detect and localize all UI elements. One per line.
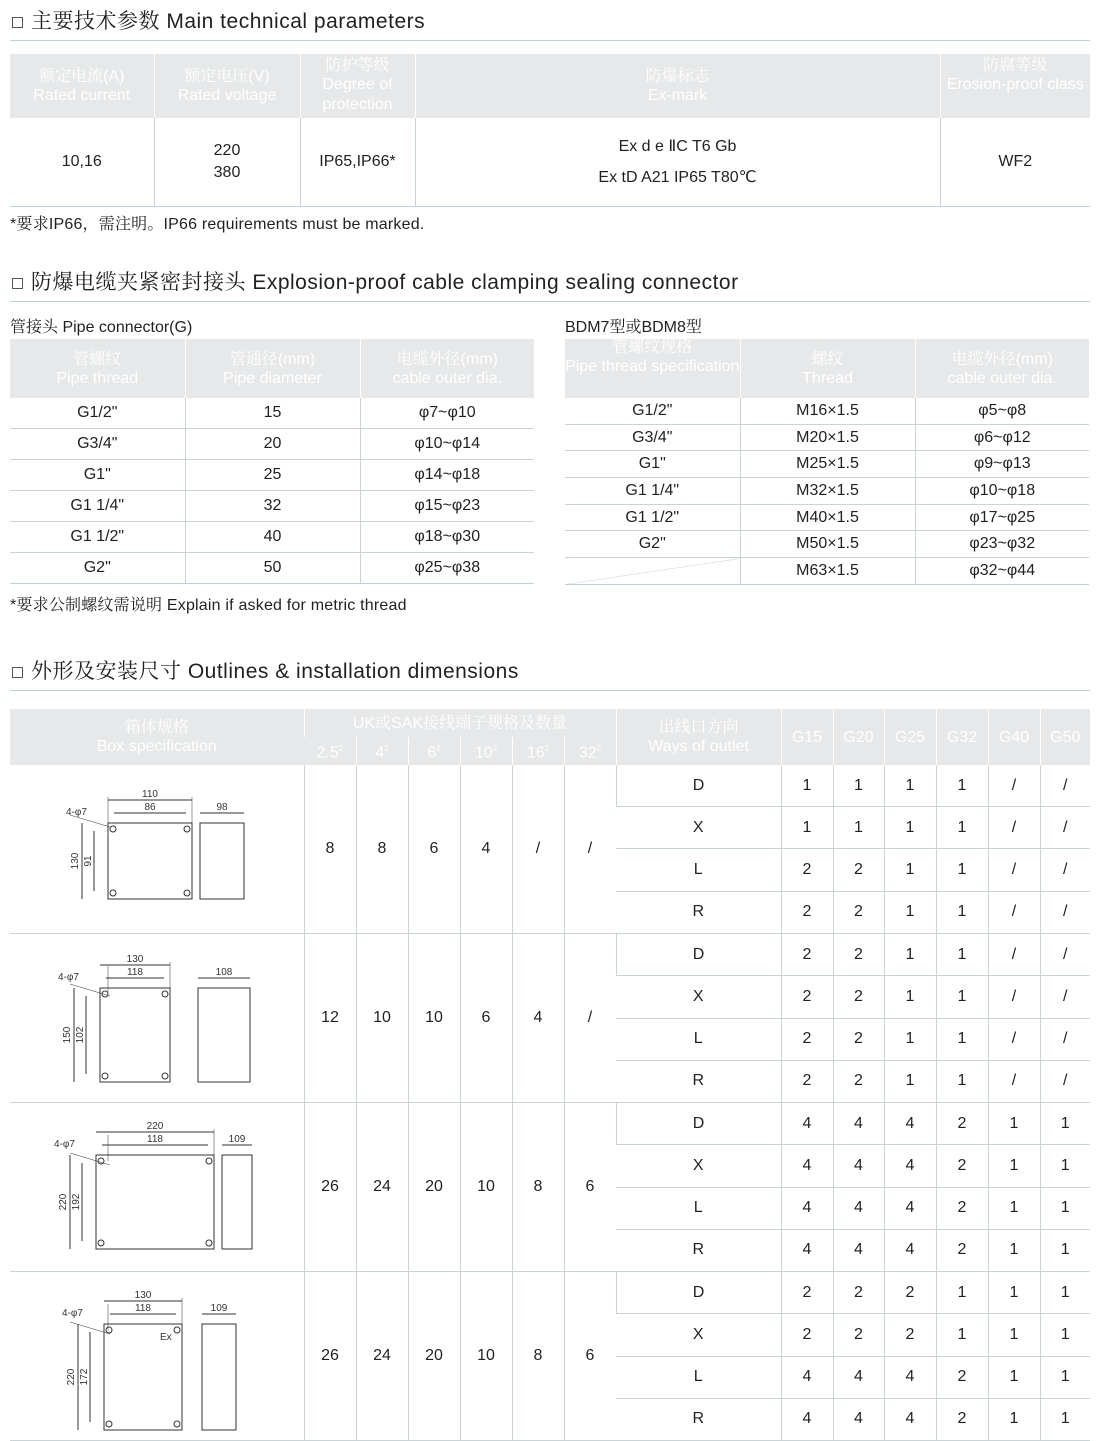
gland-count: 1 [936, 1060, 988, 1102]
outlet-row [10, 1103, 1090, 1145]
dim-width-inner: 118 [135, 1303, 151, 1314]
table-cell: M16×1.5 [740, 398, 915, 424]
gland-count: 1 [988, 1229, 1040, 1271]
gland-count: 4 [781, 1229, 833, 1271]
gland-count: 1 [1040, 1229, 1090, 1271]
dim-width-outer: 130 [134, 1290, 152, 1301]
gland-count: / [988, 765, 1040, 807]
terminal-count: 8 [356, 765, 408, 934]
outlet-row [10, 765, 1090, 807]
table-row [565, 558, 1089, 585]
table-row [10, 460, 534, 491]
dim-width-inner: 118 [147, 1134, 163, 1145]
header-terminal: UK或SAK接线端子规格及数量 [304, 709, 616, 737]
gland-count: 2 [936, 1103, 988, 1145]
gland-count: / [988, 1060, 1040, 1102]
header-pipe-thread: 管螺纹 Pipe thread [10, 339, 185, 398]
cell-protection: IP65,IP66* [300, 118, 415, 206]
table-cell: φ5~φ8 [915, 398, 1089, 424]
square-bullet-icon [12, 667, 23, 678]
dim-width-inner: 118 [127, 967, 143, 978]
box-drawing-cell [10, 934, 304, 1103]
gland-count: 4 [884, 1145, 936, 1187]
gland-count: 1 [988, 1187, 1040, 1229]
dim-holes: 4-φ7 [66, 807, 87, 818]
section3-title-text: 外形及安装尺寸 Outlines & installation dimensions [31, 660, 519, 683]
gland-count: 4 [781, 1103, 833, 1145]
terminal-count: 10 [356, 934, 408, 1103]
gland-count: 2 [833, 1060, 884, 1102]
header-thread-spec: 管螺纹规格 Pipe thread specification [565, 339, 740, 398]
gland-count: / [1040, 849, 1090, 891]
table-cell: φ14~φ18 [360, 460, 534, 491]
gland-count: 2 [936, 1229, 988, 1271]
table-cell: G1 1/2" [10, 522, 185, 553]
gland-count: 1 [1040, 1356, 1090, 1398]
table-cell: M50×1.5 [740, 531, 915, 558]
table-cell: φ17~φ25 [915, 504, 1089, 531]
table-cell: G1 1/2" [565, 504, 740, 531]
gland-count: 4 [833, 1398, 884, 1440]
gland-count: 1 [884, 1018, 936, 1060]
terminal-count: 10 [460, 1272, 512, 1441]
outlet-direction: D [616, 765, 781, 807]
gland-count: / [1040, 765, 1090, 807]
gland-count: 4 [884, 1229, 936, 1271]
box-outline-drawing [10, 934, 304, 1097]
terminal-count: 24 [356, 1272, 408, 1441]
terminal-count: 6 [460, 934, 512, 1103]
header-degree-of-protection: 防护等级 Degree of protection [300, 54, 415, 118]
outlet-direction: X [616, 976, 781, 1018]
table-row [10, 491, 534, 522]
gland-count: 1 [936, 891, 988, 933]
terminal-count: 8 [512, 1272, 564, 1441]
header-terminal-size: $6^2$ [408, 737, 460, 765]
gland-count: 2 [936, 1356, 988, 1398]
divider [10, 40, 1090, 41]
gland-count: 4 [833, 1356, 884, 1398]
table-cell: 40 [185, 522, 360, 553]
gland-count: 2 [833, 1272, 884, 1314]
header-cable-outer-dia: 电缆外径(mm) cable outer dia. [360, 339, 534, 398]
ex-mark: Ex [160, 1332, 172, 1343]
outlet-direction: R [616, 1398, 781, 1440]
terminal-count: 10 [460, 1103, 512, 1272]
gland-count: 2 [781, 976, 833, 1018]
table-cell: G3/4" [10, 429, 185, 460]
gland-count: / [1040, 891, 1090, 933]
header-pipe-diameter: 管通径(mm) Pipe diameter [185, 339, 360, 398]
dim-width-outer: 130 [126, 954, 144, 965]
gland-count: 1 [1040, 1187, 1090, 1229]
table-cell: M40×1.5 [740, 504, 915, 531]
terminal-count: / [564, 765, 616, 934]
gland-count: 1 [884, 807, 936, 849]
terminal-count: 20 [408, 1103, 460, 1272]
dim-width-outer: 220 [146, 1121, 164, 1132]
gland-count: 1 [1040, 1103, 1090, 1145]
cell-erosion: WF2 [940, 118, 1090, 206]
dim-height-inner: 192 [71, 1193, 82, 1211]
gland-count: 2 [781, 891, 833, 933]
header-ex-mark: 防爆标志 Ex-mark [415, 54, 940, 118]
table-cell: φ25~φ38 [360, 553, 534, 584]
terminal-count: 26 [304, 1272, 356, 1441]
gland-count: / [988, 1018, 1040, 1060]
header-terminal-size: $2.5^2$ [304, 737, 356, 765]
box-outline-drawing [10, 765, 304, 928]
outlet-direction: L [616, 1356, 781, 1398]
box-outline-drawing [10, 1272, 304, 1435]
table-cell: φ18~φ30 [360, 522, 534, 553]
gland-count: 1 [884, 934, 936, 976]
gland-count: / [1040, 1018, 1090, 1060]
gland-count: / [988, 976, 1040, 1018]
gland-count: 1 [936, 1314, 988, 1356]
dim-height-inner: 91 [83, 855, 94, 867]
terminal-count: 24 [356, 1103, 408, 1272]
gland-count: 2 [781, 1018, 833, 1060]
square-bullet-icon [12, 278, 23, 289]
outlet-direction: L [616, 849, 781, 891]
divider [10, 690, 1090, 691]
gland-count: 2 [833, 1018, 884, 1060]
table-row [10, 553, 534, 584]
table-row [10, 429, 534, 460]
header-cable-outer-dia: 电缆外径(mm) cable outer dia. [915, 339, 1089, 398]
gland-count: / [988, 849, 1040, 891]
table-row [565, 451, 1089, 478]
main-params-table [10, 54, 1090, 207]
box-drawing-cell [10, 765, 304, 934]
section1-title-text: 主要技术参数 Main technical parameters [31, 10, 426, 33]
gland-count: 1 [988, 1145, 1040, 1187]
outline-dimensions-table [10, 709, 1090, 1441]
header-ways-of-outlet: 出线口方向 Ways of outlet [616, 709, 781, 765]
gland-count: 2 [884, 1272, 936, 1314]
section1-title [10, 4, 1090, 36]
header-terminal-size: $16^2$ [512, 737, 564, 765]
gland-count: 1 [833, 807, 884, 849]
terminal-count: 6 [408, 765, 460, 934]
terminal-count: 6 [564, 1103, 616, 1272]
gland-count: 2 [781, 934, 833, 976]
outlet-direction: R [616, 891, 781, 933]
gland-count: 1 [884, 765, 936, 807]
outlet-direction: D [616, 1272, 781, 1314]
table-cell: M32×1.5 [740, 478, 915, 505]
table-row [10, 398, 534, 429]
box-drawing-cell [10, 1103, 304, 1272]
header-thread: 螺纹 Thread [740, 339, 915, 398]
square-bullet-icon [12, 17, 23, 28]
gland-count: 4 [833, 1229, 884, 1271]
note-ip66: *要求IP66，需注明。IP66 requirements must be marked. [10, 216, 425, 233]
table-cell: G1" [565, 451, 740, 478]
table-cell: G1 1/4" [10, 491, 185, 522]
header-rated-voltage: 额定电压(V) Rated voltage [154, 54, 300, 118]
gland-count: 4 [781, 1145, 833, 1187]
dim-width-inner: 86 [144, 802, 156, 813]
gland-count: 1 [988, 1398, 1040, 1440]
gland-count: 2 [781, 1060, 833, 1102]
table-row [565, 504, 1089, 531]
table-row [565, 531, 1089, 558]
header-g20: G20 [833, 709, 884, 765]
gland-count: 2 [781, 1314, 833, 1356]
gland-count: 1 [1040, 1398, 1090, 1440]
gland-count: 1 [884, 891, 936, 933]
gland-count: 2 [781, 1272, 833, 1314]
pipe-connector-table [10, 339, 534, 584]
dim-height-outer: 150 [62, 1026, 73, 1044]
header-g50: G50 [1040, 709, 1090, 765]
table-cell: φ15~φ23 [360, 491, 534, 522]
table-cell: M25×1.5 [740, 451, 915, 478]
gland-count: 2 [833, 849, 884, 891]
table-cell: 50 [185, 553, 360, 584]
section2-title [10, 265, 1090, 297]
dim-height-inner: 172 [79, 1368, 90, 1386]
gland-count: 1 [1040, 1145, 1090, 1187]
table-row [10, 522, 534, 553]
gland-count: 2 [833, 891, 884, 933]
gland-count: 2 [936, 1187, 988, 1229]
header-erosion-proof: 防腐等级 Erosion-proof class [940, 54, 1090, 118]
terminal-count: 4 [512, 934, 564, 1103]
terminal-count: 4 [460, 765, 512, 934]
outlet-direction: L [616, 1187, 781, 1229]
gland-count: 2 [884, 1314, 936, 1356]
table-cell: 32 [185, 491, 360, 522]
gland-count: 4 [781, 1356, 833, 1398]
dim-holes: 4-φ7 [62, 1308, 83, 1319]
table-cell: 20 [185, 429, 360, 460]
table-cell: G1/2" [10, 398, 185, 429]
table-cell: 15 [185, 398, 360, 429]
table-cell: 25 [185, 460, 360, 491]
dim-holes: 4-φ7 [58, 972, 79, 983]
outlet-direction: X [616, 1314, 781, 1356]
table-row [565, 424, 1089, 451]
dim-height-inner: 102 [75, 1026, 86, 1044]
header-terminal-size: $4^2$ [356, 737, 408, 765]
gland-count: 2 [833, 976, 884, 1018]
header-g40: G40 [988, 709, 1040, 765]
dim-width-outer: 110 [142, 789, 158, 800]
table-cell: φ10~φ18 [915, 478, 1089, 505]
outlet-direction: D [616, 934, 781, 976]
table-cell: M20×1.5 [740, 424, 915, 451]
cell-voltage: 220 380 [154, 118, 300, 206]
header-terminal-size: $10^2$ [460, 737, 512, 765]
dim-height-outer: 220 [58, 1193, 69, 1211]
terminal-count: 12 [304, 934, 356, 1103]
gland-count: / [988, 807, 1040, 849]
terminal-count: 20 [408, 1272, 460, 1441]
gland-count: 4 [781, 1398, 833, 1440]
cell-current: 10,16 [10, 118, 154, 206]
gland-count: 4 [884, 1187, 936, 1229]
gland-count: 4 [833, 1187, 884, 1229]
outlet-direction: R [616, 1229, 781, 1271]
note-metric-thread: *要求公制螺纹需说明 Explain if asked for metric thread [10, 597, 407, 614]
table-row [565, 478, 1089, 505]
dim-depth: 109 [228, 1134, 246, 1145]
outlet-row [10, 934, 1090, 976]
outlet-direction: X [616, 1145, 781, 1187]
table-row [565, 398, 1089, 424]
terminal-count: / [512, 765, 564, 934]
gland-count: 2 [936, 1398, 988, 1440]
gland-count: 1 [936, 934, 988, 976]
outlet-direction: X [616, 807, 781, 849]
gland-count: 4 [884, 1398, 936, 1440]
table-cell: G2" [10, 553, 185, 584]
gland-count: 1 [988, 1272, 1040, 1314]
gland-count: 2 [936, 1145, 988, 1187]
gland-count: 1 [781, 765, 833, 807]
terminal-count: 8 [512, 1103, 564, 1272]
table-cell: G1/2" [565, 398, 740, 424]
gland-count: 1 [1040, 1314, 1090, 1356]
gland-count: 1 [781, 807, 833, 849]
header-g15: G15 [781, 709, 833, 765]
table-cell: φ6~φ12 [915, 424, 1089, 451]
terminal-count: 26 [304, 1103, 356, 1272]
gland-count: 1 [988, 1314, 1040, 1356]
pipe-connector-subtitle: 管接头 Pipe connector(G) [10, 319, 193, 336]
table-cell: G1" [10, 460, 185, 491]
terminal-count: / [564, 934, 616, 1103]
gland-count: 4 [833, 1103, 884, 1145]
dim-depth: 109 [210, 1303, 228, 1314]
table-cell [565, 558, 740, 585]
gland-count: 1 [1040, 1272, 1090, 1314]
table-cell: M63×1.5 [740, 558, 915, 585]
terminal-count: 10 [408, 934, 460, 1103]
terminal-count: 6 [564, 1272, 616, 1441]
header-terminal-size: $32^2$ [564, 737, 616, 765]
table-cell: φ7~φ10 [360, 398, 534, 429]
dim-height-outer: 130 [70, 852, 81, 870]
gland-count: / [988, 934, 1040, 976]
table-cell: φ9~φ13 [915, 451, 1089, 478]
dim-height-outer: 220 [66, 1368, 77, 1386]
outlet-direction: D [616, 1103, 781, 1145]
gland-count: / [1040, 1060, 1090, 1102]
gland-count: 1 [884, 976, 936, 1018]
outlet-direction: L [616, 1018, 781, 1060]
header-g25: G25 [884, 709, 936, 765]
dim-holes: 4-φ7 [54, 1139, 75, 1150]
gland-count: 2 [781, 849, 833, 891]
gland-count: 1 [936, 807, 988, 849]
outlet-direction: R [616, 1060, 781, 1102]
gland-count: 1 [988, 1103, 1040, 1145]
gland-count: / [1040, 934, 1090, 976]
gland-count: 4 [833, 1145, 884, 1187]
gland-count: / [1040, 976, 1090, 1018]
gland-count: 4 [781, 1187, 833, 1229]
table-cell: φ23~φ32 [915, 531, 1089, 558]
terminal-count: 8 [304, 765, 356, 934]
section2-title-text: 防爆电缆夹紧密封接头 Explosion-proof cable clamping sealing connector [31, 271, 739, 294]
gland-count: 1 [988, 1356, 1040, 1398]
table-cell: G2" [565, 531, 740, 558]
gland-count: 1 [884, 849, 936, 891]
box-drawing-cell [10, 1272, 304, 1441]
header-box-spec: 箱体规格 Box specification [10, 709, 304, 765]
bdm-subtitle: BDM7型或BDM8型 [565, 319, 702, 336]
gland-count: 2 [833, 934, 884, 976]
gland-count: / [1040, 807, 1090, 849]
gland-count: / [988, 891, 1040, 933]
dim-depth: 98 [216, 802, 228, 813]
gland-count: 4 [884, 1356, 936, 1398]
gland-count: 1 [936, 849, 988, 891]
table-cell: G1 1/4" [565, 478, 740, 505]
section3-title [10, 654, 1090, 686]
gland-count: 1 [833, 765, 884, 807]
gland-count: 1 [936, 976, 988, 1018]
divider [10, 301, 1090, 302]
table-cell: φ10~φ14 [360, 429, 534, 460]
table-cell: G3/4" [565, 424, 740, 451]
header-rated-current: 额定电流(A) Rated current [10, 54, 154, 118]
header-g32: G32 [936, 709, 988, 765]
gland-count: 1 [936, 1018, 988, 1060]
bdm-table [565, 339, 1089, 585]
cell-exmark: Ex d e ⅡC T6 Gb Ex tD A21 IP65 T80℃ [415, 118, 940, 206]
gland-count: 2 [833, 1314, 884, 1356]
gland-count: 1 [884, 1060, 936, 1102]
gland-count: 1 [936, 1272, 988, 1314]
outlet-row [10, 1272, 1090, 1314]
table-cell: φ32~φ44 [915, 558, 1089, 585]
box-outline-drawing [10, 1103, 304, 1266]
gland-count: 1 [936, 765, 988, 807]
dim-depth: 108 [215, 967, 233, 978]
gland-count: 4 [884, 1103, 936, 1145]
